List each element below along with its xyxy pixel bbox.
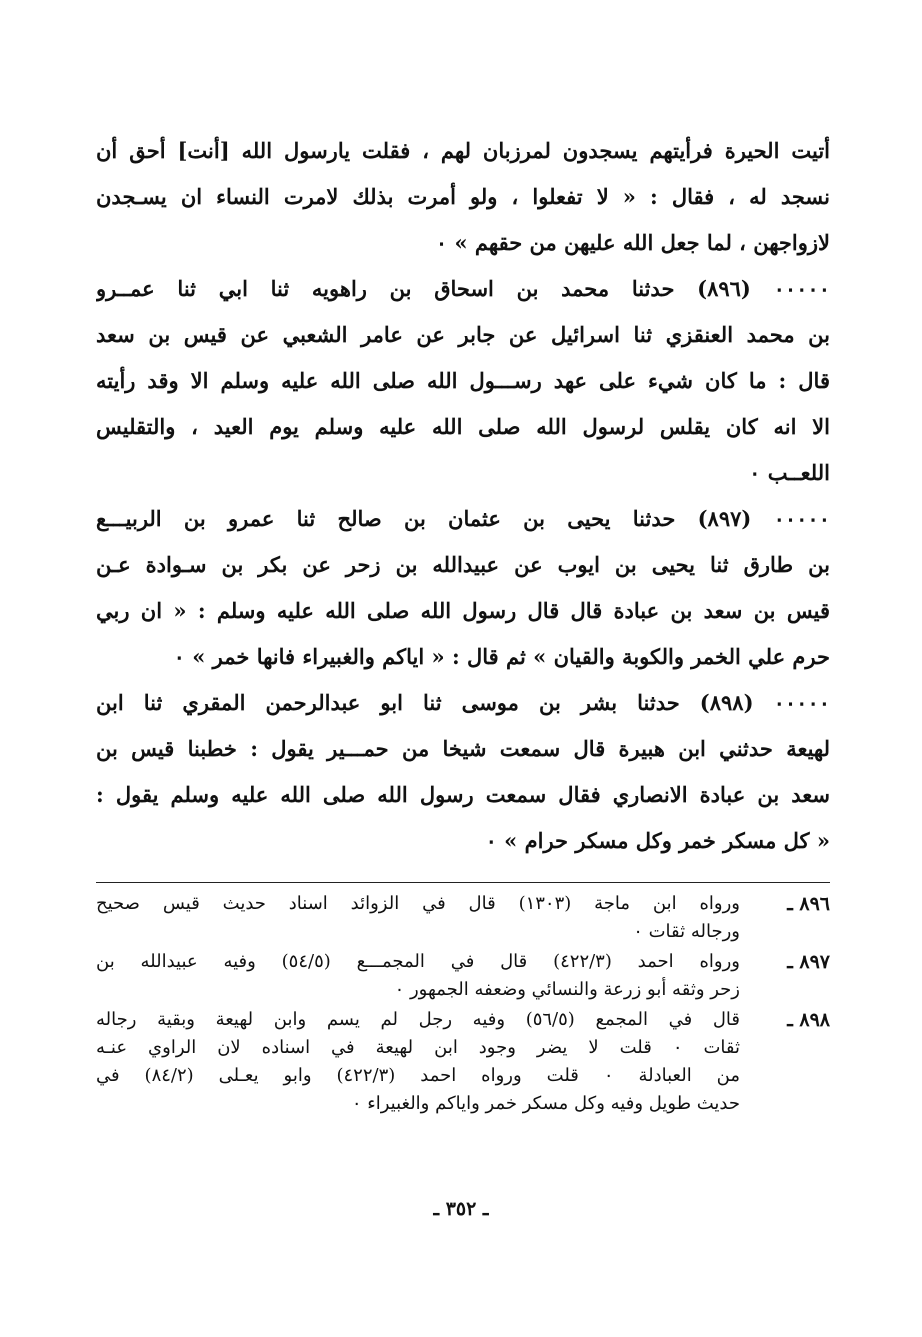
footnote-line: حديث طويل وفيه وكل مسكر خمر واياكم والغبيراء ٠ bbox=[351, 1093, 740, 1114]
footnote-number: ٨٩٧ ـ bbox=[787, 951, 830, 973]
footnote-line: من العبادلة ٠ قلت ورواه احمد (٤٢٢/٣) وابو يعـلى (٨٤/٢) في bbox=[96, 1065, 740, 1086]
footnote-number: ٨٩٨ ـ bbox=[787, 1009, 830, 1031]
text-line: ٠٠٠٠٠ (٨٩٨) حدثنا بشر بن موسى ثنا ابو عبدالرحمن المقري ثنا ابن bbox=[96, 690, 830, 715]
footnote-text bbox=[96, 948, 740, 1004]
main-text bbox=[96, 128, 830, 864]
text-line: بن محمد العنقزي ثنا اسرائيل عن جابر عن عامر الشعبي عن قيس بن سعد bbox=[96, 322, 830, 347]
text-line: قال : ما كان شيء على عهد رســـول الله صلى الله عليه وسلم الا وقد رأيته bbox=[96, 368, 830, 393]
text-line: سعد بن عبادة الانصاري فقال سمعت رسول الله صلى الله عليه وسلم يقول : bbox=[96, 782, 830, 807]
text-line: نسجد له ، فقال : « لا تفعلوا ، ولو أمرت بذلك لامرت النساء ان يسـجدن bbox=[96, 184, 830, 209]
page-number: ـ ٣٥٢ ـ bbox=[433, 1198, 489, 1220]
footnote-line: زحر وثقه أبو زرعة والنسائي وضعفه الجمهور ٠ bbox=[394, 979, 740, 1000]
footnote-text bbox=[96, 1006, 740, 1118]
footnote-number: ٨٩٦ ـ bbox=[787, 893, 830, 915]
text-line: لهيعة حدثني ابن هبيرة قال سمعت شيخا من حمـــير يقول : خطبنا قيس بن bbox=[96, 736, 830, 761]
footnote-text bbox=[96, 890, 740, 946]
text-line: اللعــب ٠ bbox=[749, 460, 830, 485]
footnote-item bbox=[96, 1006, 830, 1118]
text-line: « كل مسكر خمر وكل مسكر حرام » ٠ bbox=[485, 828, 830, 853]
text-line: ٠٠٠٠٠ (٨٩٧) حدثنا يحيى بن عثمان بن صالح ثنا عمرو بن الربيـــع bbox=[96, 506, 830, 531]
text-line: ٠٠٠٠٠ (٨٩٦) حدثنا محمد بن اسحاق بن راهويه ثنا ابي ثنا عمــرو bbox=[96, 276, 830, 301]
footnote-line: ورجاله ثقات ٠ bbox=[633, 921, 740, 942]
text-line: أتيت الحيرة فرأيتهم يسجدون لمرزبان لهم ، فقلت يارسول الله [أنت] أحق أن bbox=[96, 138, 830, 163]
text-line: لازواجهن ، لما جعل الله عليهن من حقهم » ٠ bbox=[435, 230, 830, 255]
text-line: قيس بن سعد بن عبادة قال قال رسول الله صلى الله عليه وسلم : « ان ربي bbox=[96, 598, 830, 623]
text-line: بن طارق ثنا يحيى بن ايوب عن عبيدالله بن زحر عن بكر بن سـوادة عـن bbox=[96, 552, 830, 577]
text-line: حرم علي الخمر والكوبة والقيان » ثم قال : « اياكم والغبيراء فانها خمر » ٠ bbox=[173, 644, 830, 669]
footnotes bbox=[96, 890, 830, 1120]
footnote-item bbox=[96, 890, 830, 946]
footnote-divider bbox=[96, 882, 830, 883]
footnote-line: ورواه ابن ماجة (١٣٠٣) قال في الزوائد اسناد حديث قيس صحيح bbox=[96, 893, 740, 914]
footnote-line: قال في المجمع (٥٦/٥) وفيه رجل لم يسم وابن لهيعة وبقية رجاله bbox=[96, 1009, 740, 1030]
footnote-line: ورواه احمد (٤٢٢/٣) قال في المجمـــع (٥٤/٥) وفيه عبيدالله بن bbox=[96, 951, 740, 972]
text-line: الا انه كان يقلس لرسول الله صلى الله عليه وسلم يوم العيد ، والتقليس bbox=[96, 414, 830, 439]
footnote-line: ثقات ٠ قلت لا يضر وجود ابن لهيعة في اسناده لان الراوي عنـه bbox=[96, 1037, 740, 1058]
footnote-item bbox=[96, 948, 830, 1004]
